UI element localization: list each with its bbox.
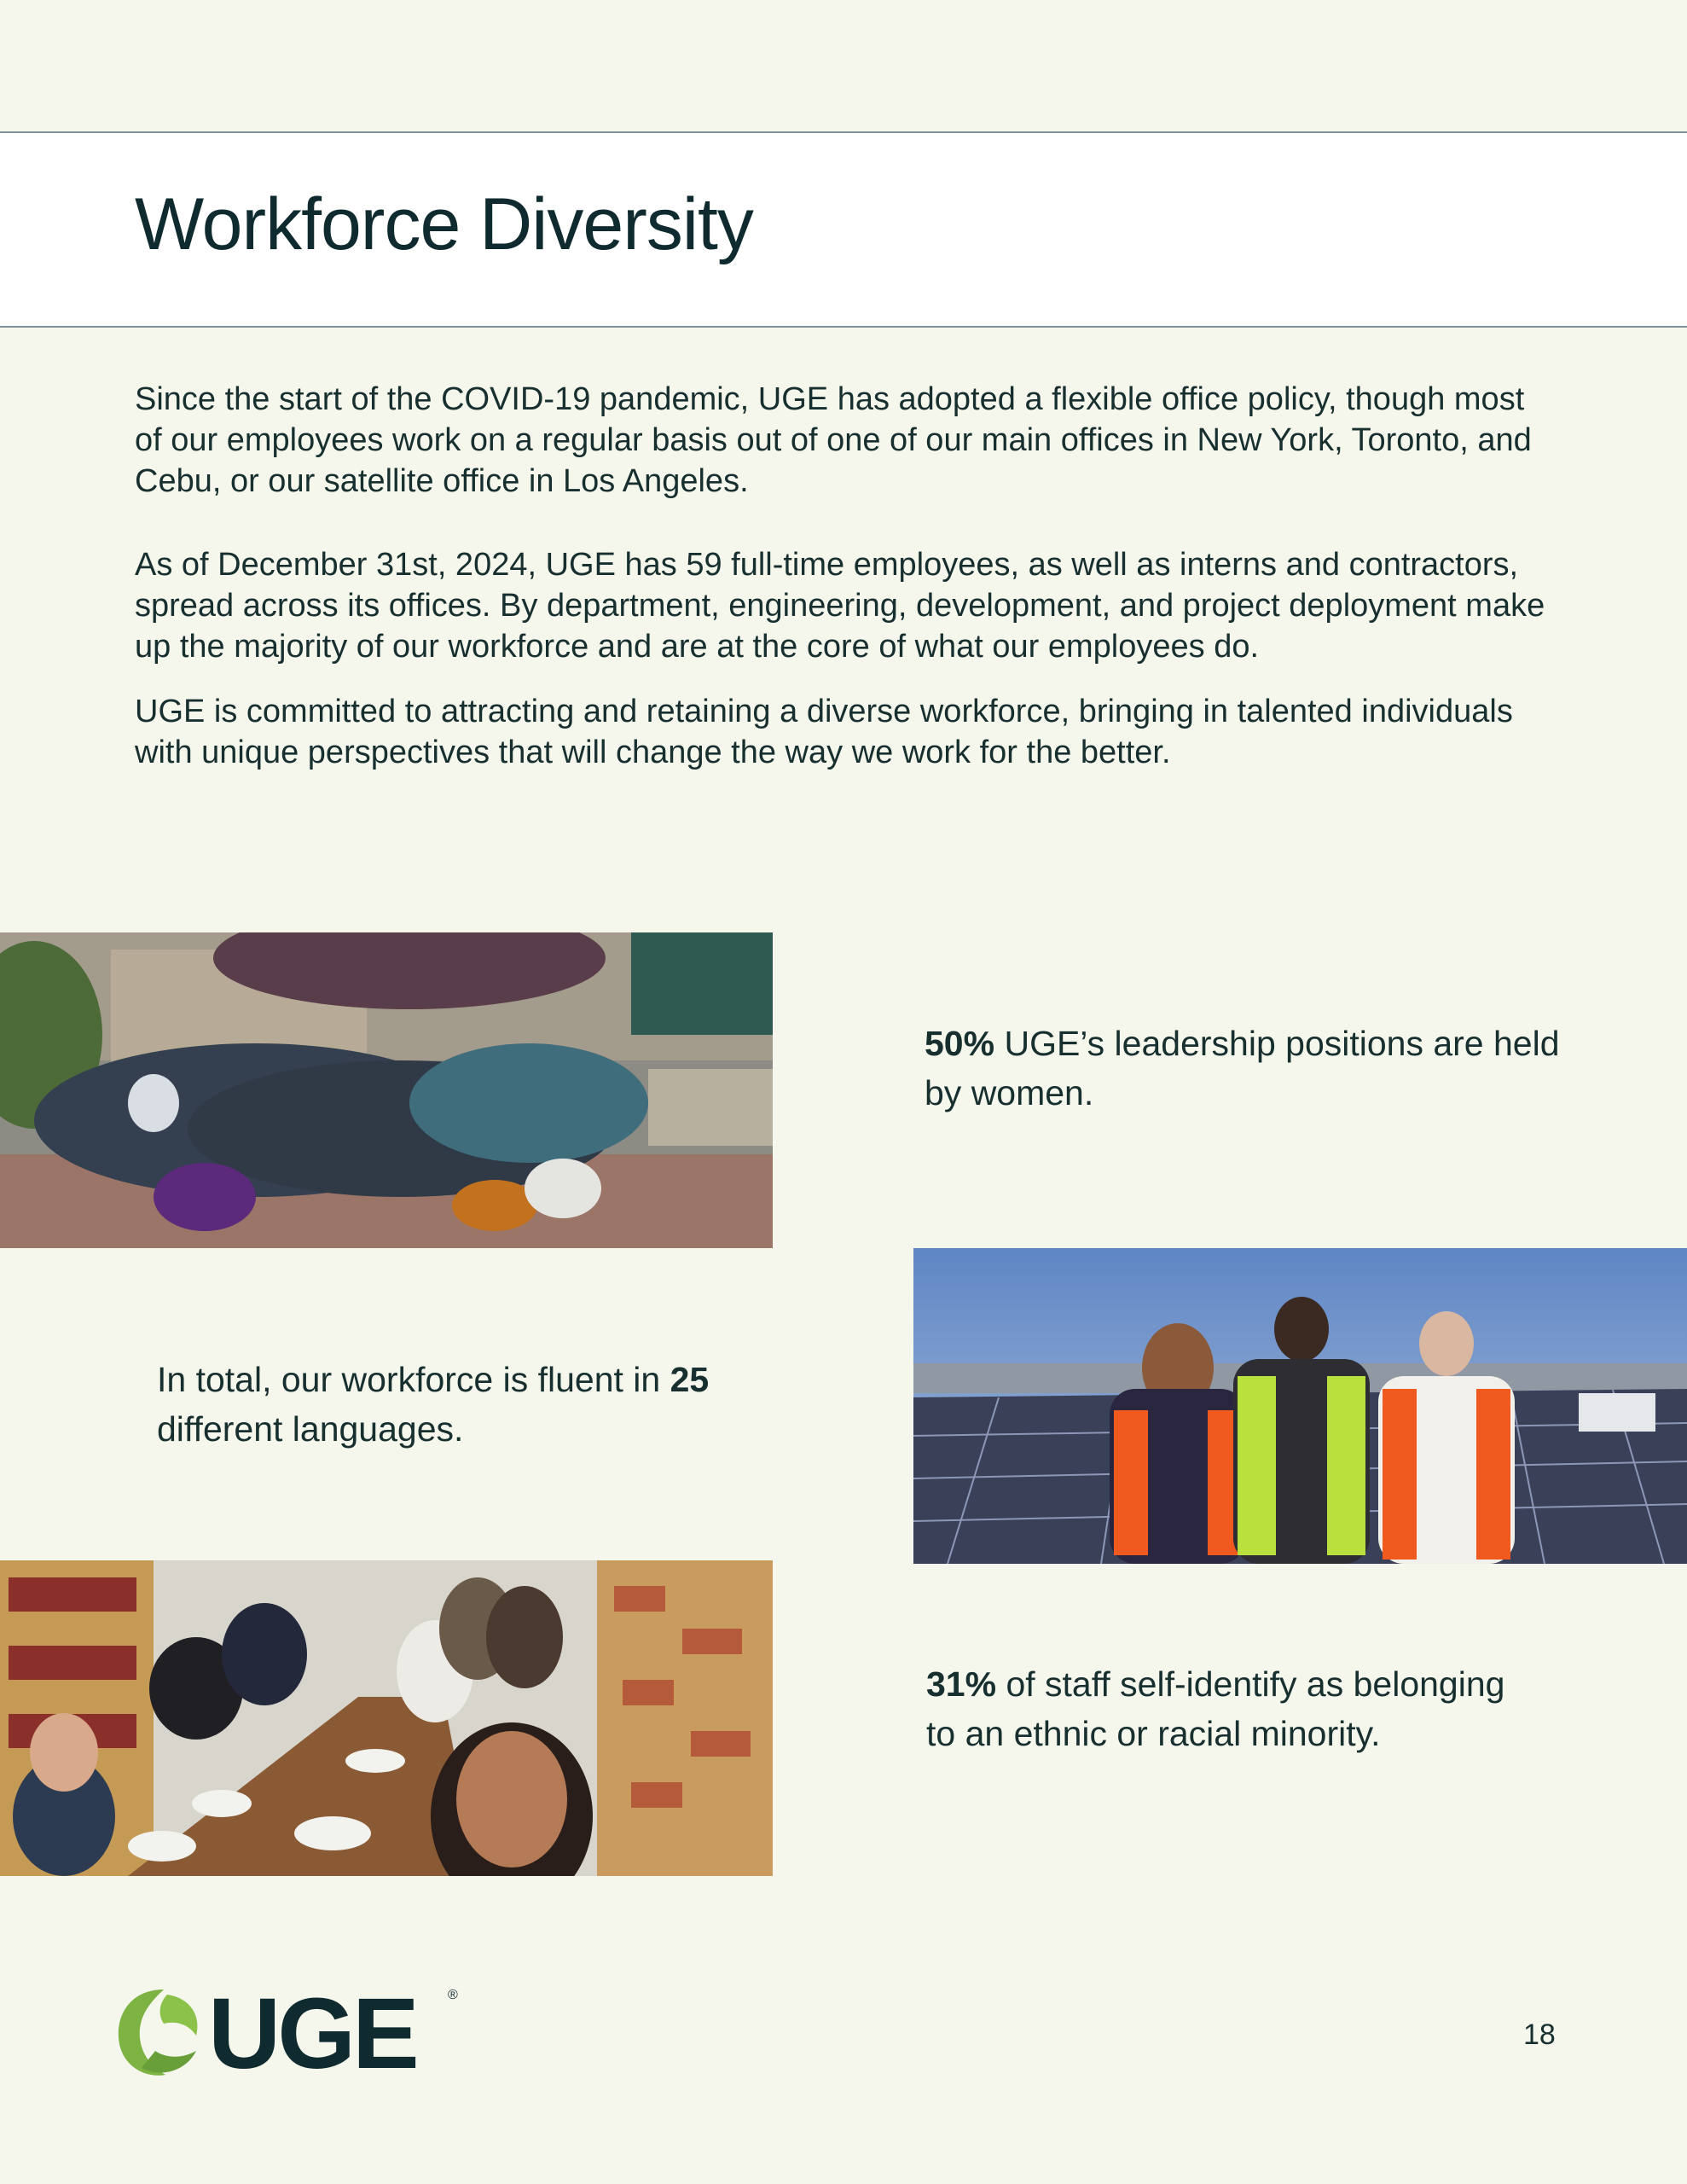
title-band xyxy=(0,131,1687,328)
logo-text: UGE xyxy=(208,1978,416,2090)
page-title: Workforce Diversity xyxy=(135,183,753,265)
stat-minority-value: 31% xyxy=(926,1664,997,1704)
intro-paragraph-3: UGE is committed to attracting and retaining a diverse workforce, bringing in talented individuals with unique perspectives that will change the way we work for the better. xyxy=(135,694,1513,770)
stat-minority xyxy=(926,1659,1540,1758)
rooftop-solar-photo xyxy=(913,1248,1687,1564)
stat-women-value: 50% xyxy=(925,1024,995,1063)
intro-text xyxy=(135,379,1551,773)
team-dinner-photo xyxy=(0,1560,773,1876)
team-group-photo xyxy=(0,932,773,1248)
stat-minority-text: of staff self-identify as belonging to an ethnic or racial minority. xyxy=(926,1664,1505,1753)
logo-registered-mark: ® xyxy=(448,1988,458,2002)
intro-paragraph-1: Since the start of the COVID-19 pandemic, UGE has adopted a flexible office policy, though most of our employees work on a regular basis out of one of our main offices in New York, Toronto, and Cebu, or our satellite office in Los Angeles. xyxy=(135,381,1532,499)
intro-paragraph-2: As of December 31st, 2024, UGE has 59 full-time employees, as well as interns and contractors, spread across its offices. By department, engineering, development, and project deployment make up the majority of our workforce and are at the core of what our employees do. xyxy=(135,547,1545,665)
stat-languages-suffix: different languages. xyxy=(157,1409,464,1449)
page-number: 18 xyxy=(1523,2018,1556,2051)
stat-languages-value: 25 xyxy=(670,1360,710,1399)
uge-logo xyxy=(113,1978,471,2090)
stat-women-leadership xyxy=(925,1019,1573,1118)
stat-women-text: UGE’s leadership positions are held by women. xyxy=(925,1024,1560,1112)
leaf-logo-icon xyxy=(113,1983,206,2085)
stat-languages xyxy=(157,1355,754,1454)
stat-languages-prefix: In total, our workforce is fluent in xyxy=(157,1360,670,1399)
